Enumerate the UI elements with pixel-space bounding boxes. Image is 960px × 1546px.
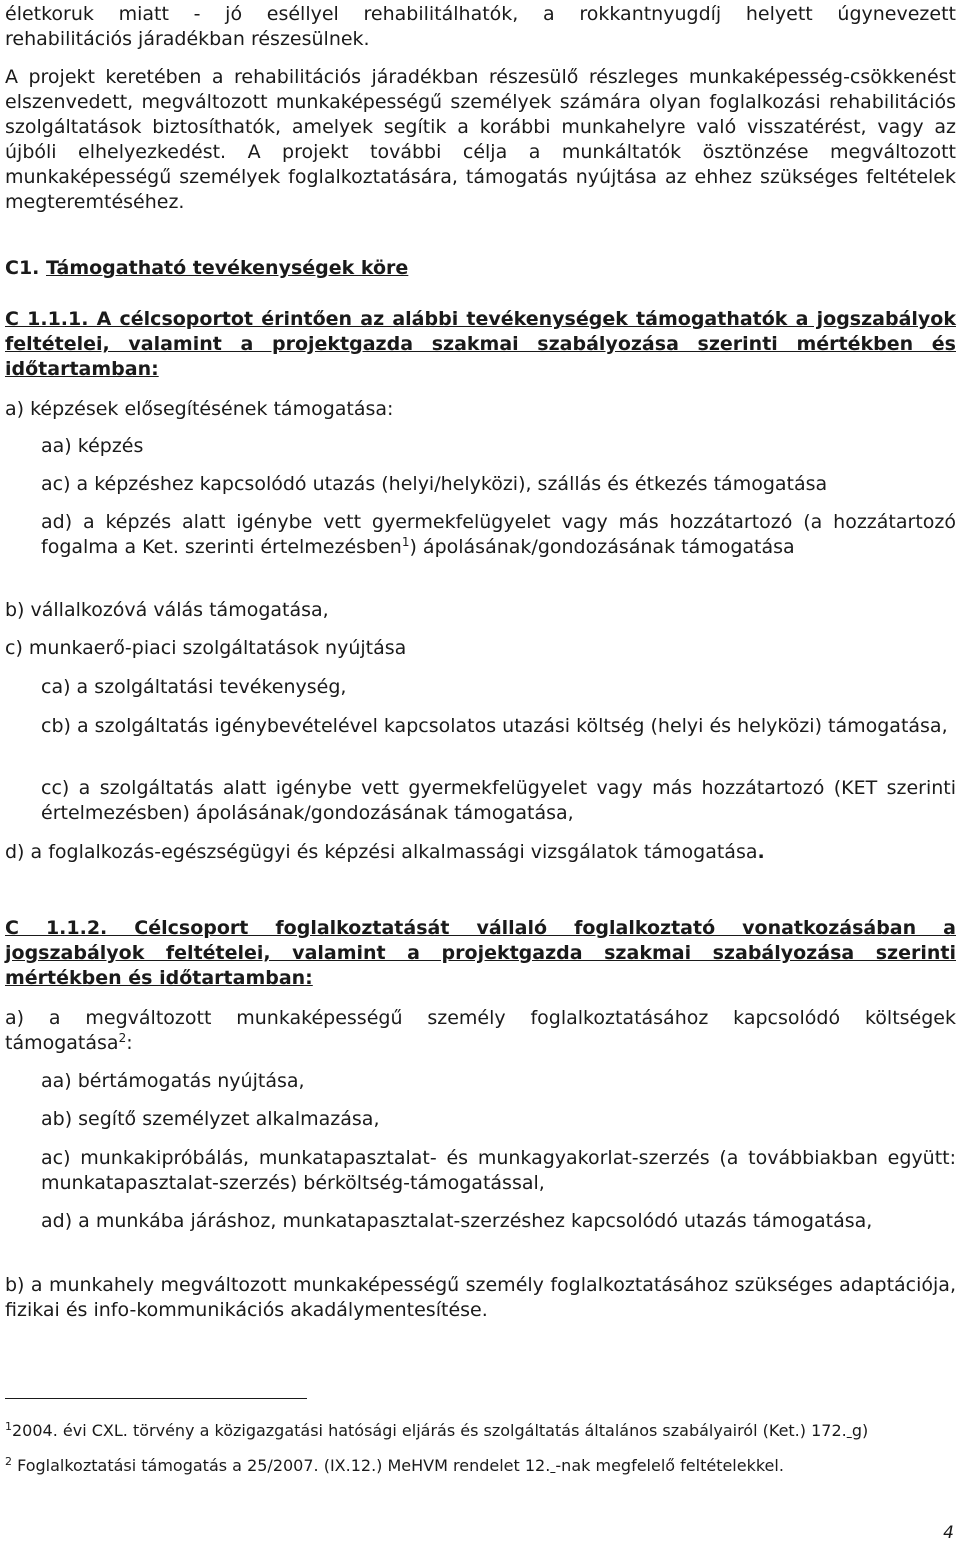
section-c1-heading: C1. Támogatható tevékenységek köre [5,257,409,279]
section-c112-heading: C 1.1.2. Célcsoport foglalkoztatását vállaló foglalkoztató vonatkozásában a jogszabályok feltételei, valamint a projektgazda szakmai szabályozása szerinti mértékben és időtartamban: [5,917,956,989]
list2-item-aa: aa) bértámogatás nyújtása, [41,1070,305,1092]
list1-item-ca: ca) a szolgáltatási tevékenység, [41,676,347,698]
list1-item-ad: ad) a képzés alatt igénybe vett gyermekfelügyelet vagy más hozzátartozó (a hozzátartozó fogalma a Ket. szerinti értelmezésben$^1$) ápolásának/gondozásának támogatása [41,511,956,558]
intro-paragraph-1: életkoruk miatt - jó eséllyel rehabilitálhatók, a rokkantnyugdíj helyett úgynevezett rehabilitációs járadékban részesülnek. [5,3,956,50]
list1-item-aa: aa) képzés [41,435,144,457]
list1-item-cb: cb) a szolgáltatás igénybevételével kapcsolatos utazási költség (helyi és helyközi) támogatása, [41,715,948,737]
list2-item-b: b) a munkahely megváltozott munkaképességű személy foglalkoztatásához szükséges adaptációja, fizikai és info-kommunikációs akadálymentesítése. [5,1274,956,1321]
list1-item-d: d) a foglalkozás-egészségügyi és képzési alkalmassági vizsgálatok támogatása. [5,841,765,863]
list1-item-cc: cc) a szolgáltatás alatt igénybe vett gyermekfelügyelet vagy más hozzátartozó (KET szerinti értelmezésben) ápolásának/gondozásának támogatása, [41,777,956,824]
footnote-ref-2[interactable]: 2 [118,1031,127,1045]
footnote-divider [5,1398,307,1399]
list1-item-b: b) vállalkozóvá válás támogatása, [5,599,329,621]
list2-item-a: a) a megváltozott munkaképességű személy foglalkoztatásához kapcsolódó költségek támogatása$^2$: [5,1007,956,1054]
list2-item-ac: ac) munkakipróbálás, munkatapasztalat- és munkagyakorlat-szerzés (a továbbiakban együtt: munkatapasztalat-szerzés) bérköltség-támogatással, [41,1147,956,1194]
list1-item-a: a) képzések elősegítésének támogatása: [5,398,394,420]
footnote-2: $^2$ Foglalkoztatási támogatás a 25/2007. (IX.12.) MeHVM rendelet 12. -nak megfelelő feltételekkel. [5,1455,784,1475]
list1-item-ac: ac) a képzéshez kapcsolódó utazás (helyi/helyközi), szállás és étkezés támogatása [41,473,828,495]
page-number: 4 [943,1523,954,1543]
list1-item-c: c) munkaerő-piaci szolgáltatások nyújtása [5,637,407,659]
list2-item-ad: ad) a munkába járáshoz, munkatapasztalat-szerzéshez kapcsolódó utazás támogatása, [41,1210,873,1232]
list2-item-ab: ab) segítő személyzet alkalmazása, [41,1108,380,1130]
section-c111-heading: C 1.1.1. A célcsoportot érintően az alábbi tevékenységek támogathatók a jogszabályok feltételei, valamint a projektgazda szakmai szabályozása szerinti mértékben és időtartamban: [5,308,956,380]
footnote-ref-1[interactable]: 1 [401,535,410,549]
intro-paragraph-2: A projekt keretében a rehabilitációs járadékban részesülő részleges munkaképesség-csökkenést elszenvedett, megváltozott munkaképességű személyek számára olyan foglalkozási rehabilitációs szolgáltatások biztosíthatók, amelyek segítik a korábbi munkahelyre való visszatérést, vagy az újbóli elhelyezkedést. A projekt további célja a munkáltatók ösztönzése megváltozott munkaképességű személyek foglalkoztatására, támogatás nyújtása az ehhez szükséges feltételek megteremtéséhez. [5,66,956,213]
footnote-1: $^1$2004. évi CXL. törvény a közigazgatási hatósági eljárás és szolgáltatás általános szabályairól (Ket.) 172. g) [5,1420,869,1440]
